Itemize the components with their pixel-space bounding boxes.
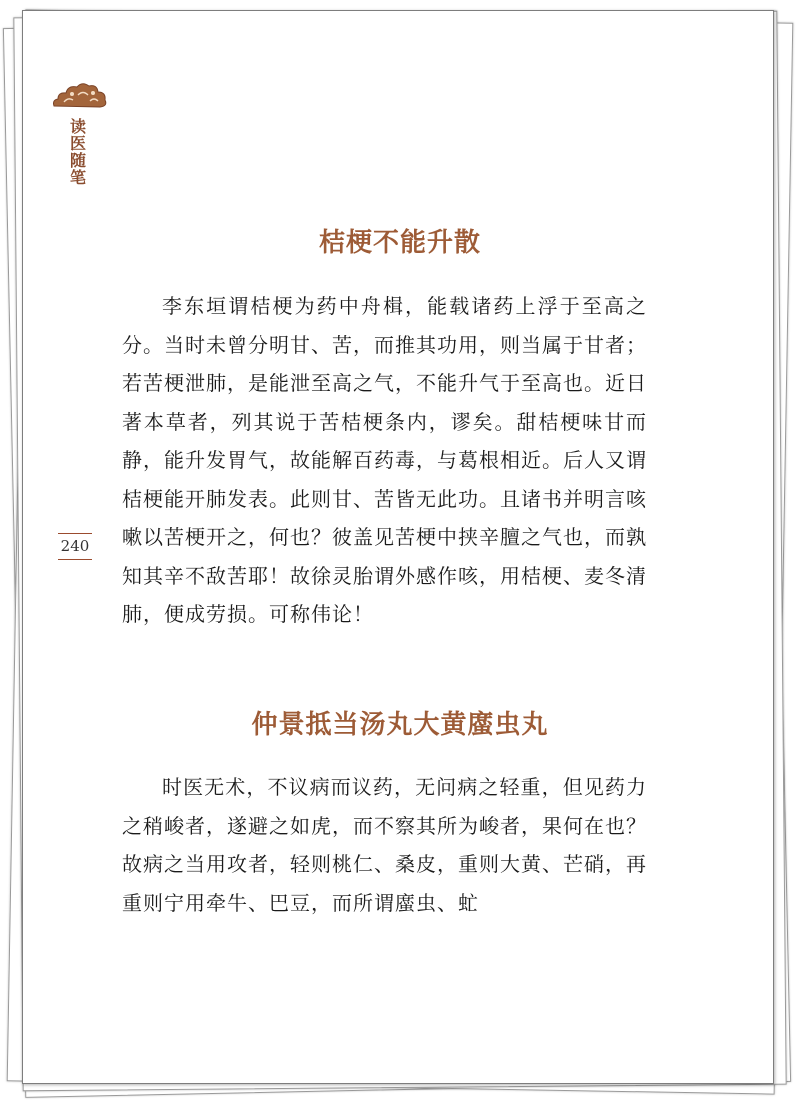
section-paragraph: 时医无术，不议病而议药，无问病之轻重，但见药力之稍峻者，遂避之如虎，而不察其所为峻者，果何在也？故病之当用攻者，轻则桃仁、桑皮，重则大黄、芒硝，再重则宁用牵牛、巴豆，而所谓䗪虫、虻 [122, 775, 647, 915]
running-title: 读医随笔 [69, 117, 86, 187]
section-heading: 桔梗不能升散 [318, 228, 481, 258]
page-number-rule-top [58, 533, 92, 534]
page-number: 240 [60, 537, 90, 555]
section-heading: 仲景抵当汤丸大黄䗪虫丸 [251, 710, 549, 740]
page-number-rule-bottom [58, 559, 92, 560]
section-paragraph: 李东垣谓桔梗为药中舟楫，能载诸药上浮于至高之分。当时未曾分明甘、苦，而推其功用，则当属于甘者；若苦梗泄肺，是能泄至高之气，不能升气于至高也。近日著本草者，列其说于苦桔梗条内，谬矣。甜桔梗味甘而静，能升发胃气，故能解百药毒，与葛根相近。后人又谓桔梗能开肺发表。此则甘、苦皆无此功。且诸书并明言咳嗽以苦梗开之，何也？彼盖见苦梗中挟辛膻之气也，而孰知其辛不敌苦耶！故徐灵胎谓外感作咳，用桔梗、麦冬清肺，便成劳损。可称伟论！ [122, 294, 647, 626]
auspicious-cloud-icon [50, 80, 110, 112]
